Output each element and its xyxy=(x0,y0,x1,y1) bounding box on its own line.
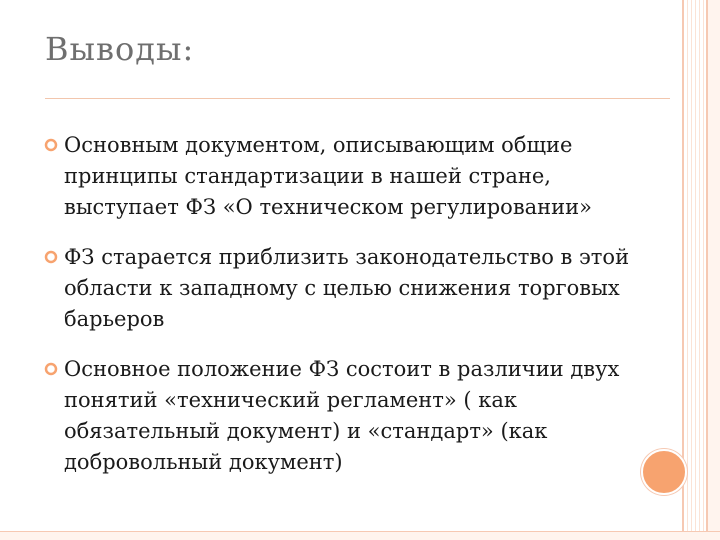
bullet-list xyxy=(44,130,654,497)
decorative-side-border xyxy=(706,0,720,540)
decorative-bottom-border xyxy=(0,531,720,540)
ring-bullet-icon xyxy=(44,250,58,264)
slide-title: Выводы: xyxy=(45,30,195,68)
ring-bullet-icon xyxy=(44,362,58,376)
title-divider xyxy=(45,98,670,99)
bullet-item xyxy=(44,130,654,223)
bullet-item xyxy=(44,242,654,335)
bullet-text: ФЗ старается приблизить законодательство в этой области к западному с целью снижения торговых барьеров xyxy=(64,245,630,331)
circle-decoration xyxy=(641,449,687,495)
ring-bullet-icon xyxy=(44,138,58,152)
bullet-text: Основное положение ФЗ состоит в различии двух понятий «технический регламент» ( как обязательный документ) и «стандарт» (как добровольный документ) xyxy=(64,357,620,474)
bullet-item xyxy=(44,354,654,478)
bullet-text: Основным документом, описывающим общие принципы стандартизации в нашей стране, выступает ФЗ «О техническом регулировании» xyxy=(64,133,593,219)
